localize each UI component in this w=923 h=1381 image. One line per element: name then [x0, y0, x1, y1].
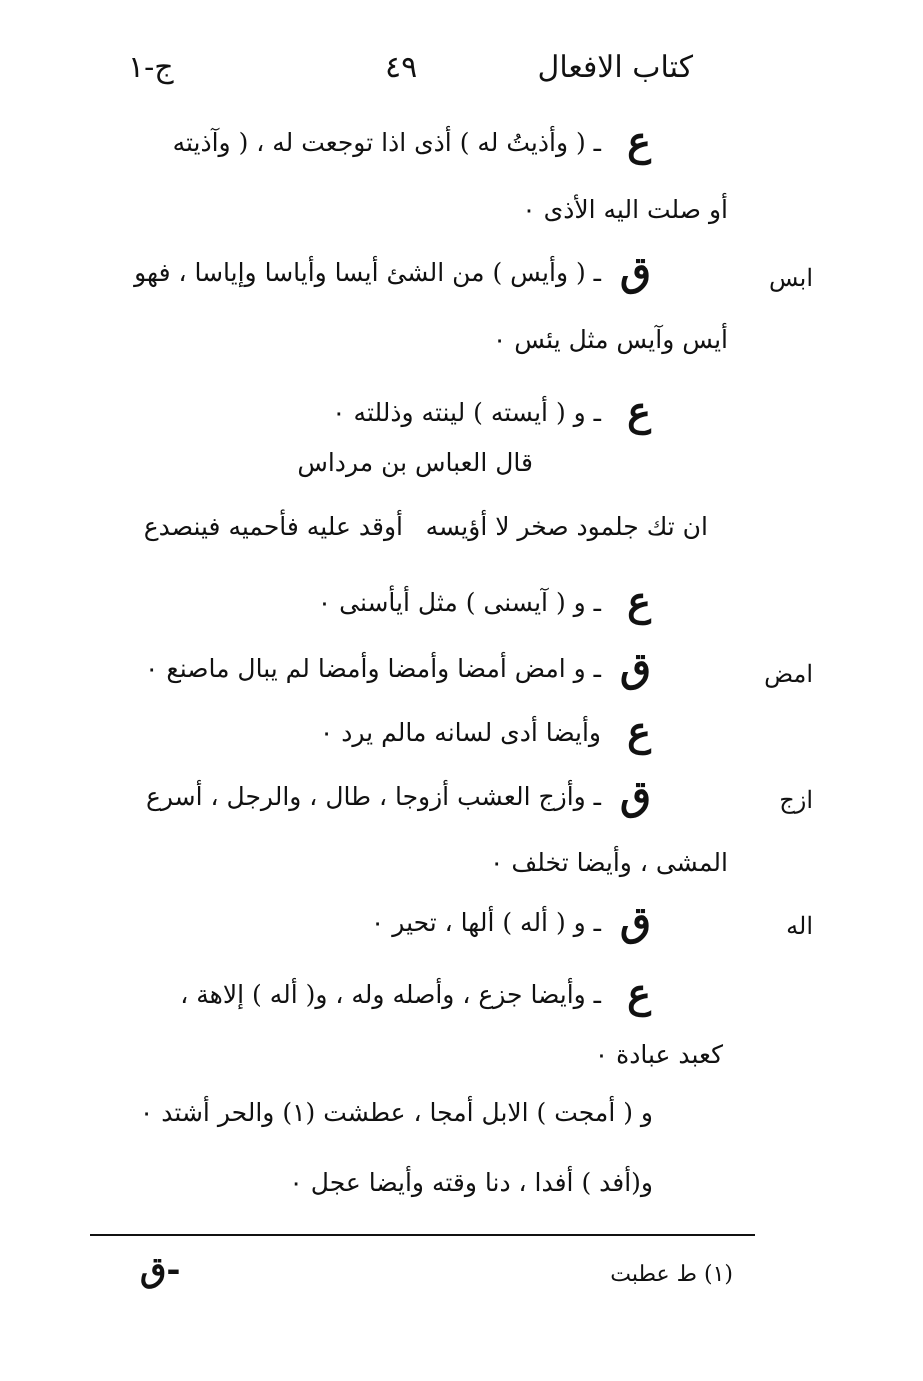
- catchword: ق-: [140, 1250, 181, 1290]
- entry-marker: ق: [619, 644, 651, 691]
- entry-marker: ق: [619, 248, 651, 295]
- page-number: ٤٩: [385, 50, 418, 85]
- root-word: ابس: [769, 264, 813, 292]
- footnote-divider: [90, 1234, 755, 1236]
- text-line: ـ و ( أله ) ألها ، تحير ٠: [370, 908, 601, 937]
- text-line: ـ ( وأيس ) من الشئ أيسا وأياسا وإياسا ، فهو: [134, 258, 601, 287]
- entry-marker: ق: [619, 898, 651, 945]
- verse-hemistich-1: ان تك جلمود صخر لا أؤيسه: [425, 512, 708, 541]
- text-line: أيس وآيس مثل يئس ٠: [492, 325, 728, 354]
- text-line: و ( أمجت ) الابل أمجا ، عطشت (١) والحر أشتد ٠: [139, 1098, 653, 1127]
- root-word: ازج: [779, 786, 813, 814]
- footnote: (١) ط عطبت: [610, 1262, 733, 1287]
- book-title: كتاب الافعال: [537, 50, 693, 85]
- text-line: ـ و امض أمضا وأمضا وأمضا لم يبال ماصنع ٠: [145, 654, 601, 683]
- text-line: أو صلت اليه الأذى ٠: [522, 195, 728, 224]
- text-line: ـ و ( آيسنى ) مثل أيأسنى ٠: [317, 588, 601, 617]
- text-line: ـ ( وأذيتُ له ) أذى اذا توجعت له ، ( وآذيته: [172, 128, 601, 157]
- poet-attribution: قال العباس بن مرداس: [297, 448, 533, 477]
- text-line: وأيضا أدى لسانه مالم يرد ٠: [319, 718, 601, 747]
- entry-marker: ق: [619, 772, 651, 819]
- volume-label: ج-١: [128, 50, 174, 85]
- entry-marker: ع: [627, 970, 651, 1017]
- text-line: ـ وأيضا جزع ، وأصله وله ، و( أله ) إلاهة ،: [180, 980, 601, 1009]
- root-word: اله: [786, 912, 813, 940]
- verse-hemistich-2: أوقد عليه فأحميه فينصدع: [143, 512, 403, 541]
- text-line: ـ و ( أيسته ) لينته وذللته ٠: [332, 398, 601, 427]
- entry-marker: ع: [627, 118, 651, 165]
- entry-marker: ع: [627, 708, 651, 755]
- text-line: كعبد عبادة ٠: [594, 1040, 723, 1069]
- root-word: امض: [764, 660, 813, 688]
- text-line: ـ وأزج العشب أزوجا ، طال ، والرجل ، أسرع: [145, 782, 601, 811]
- entry-marker: ع: [627, 578, 651, 625]
- text-line: و(أفد ) أفدا ، دنا وقته وأيضا عجل ٠: [289, 1168, 653, 1197]
- entry-marker: ع: [627, 388, 651, 435]
- text-line: المشى ، وأيضا تخلف ٠: [490, 848, 728, 877]
